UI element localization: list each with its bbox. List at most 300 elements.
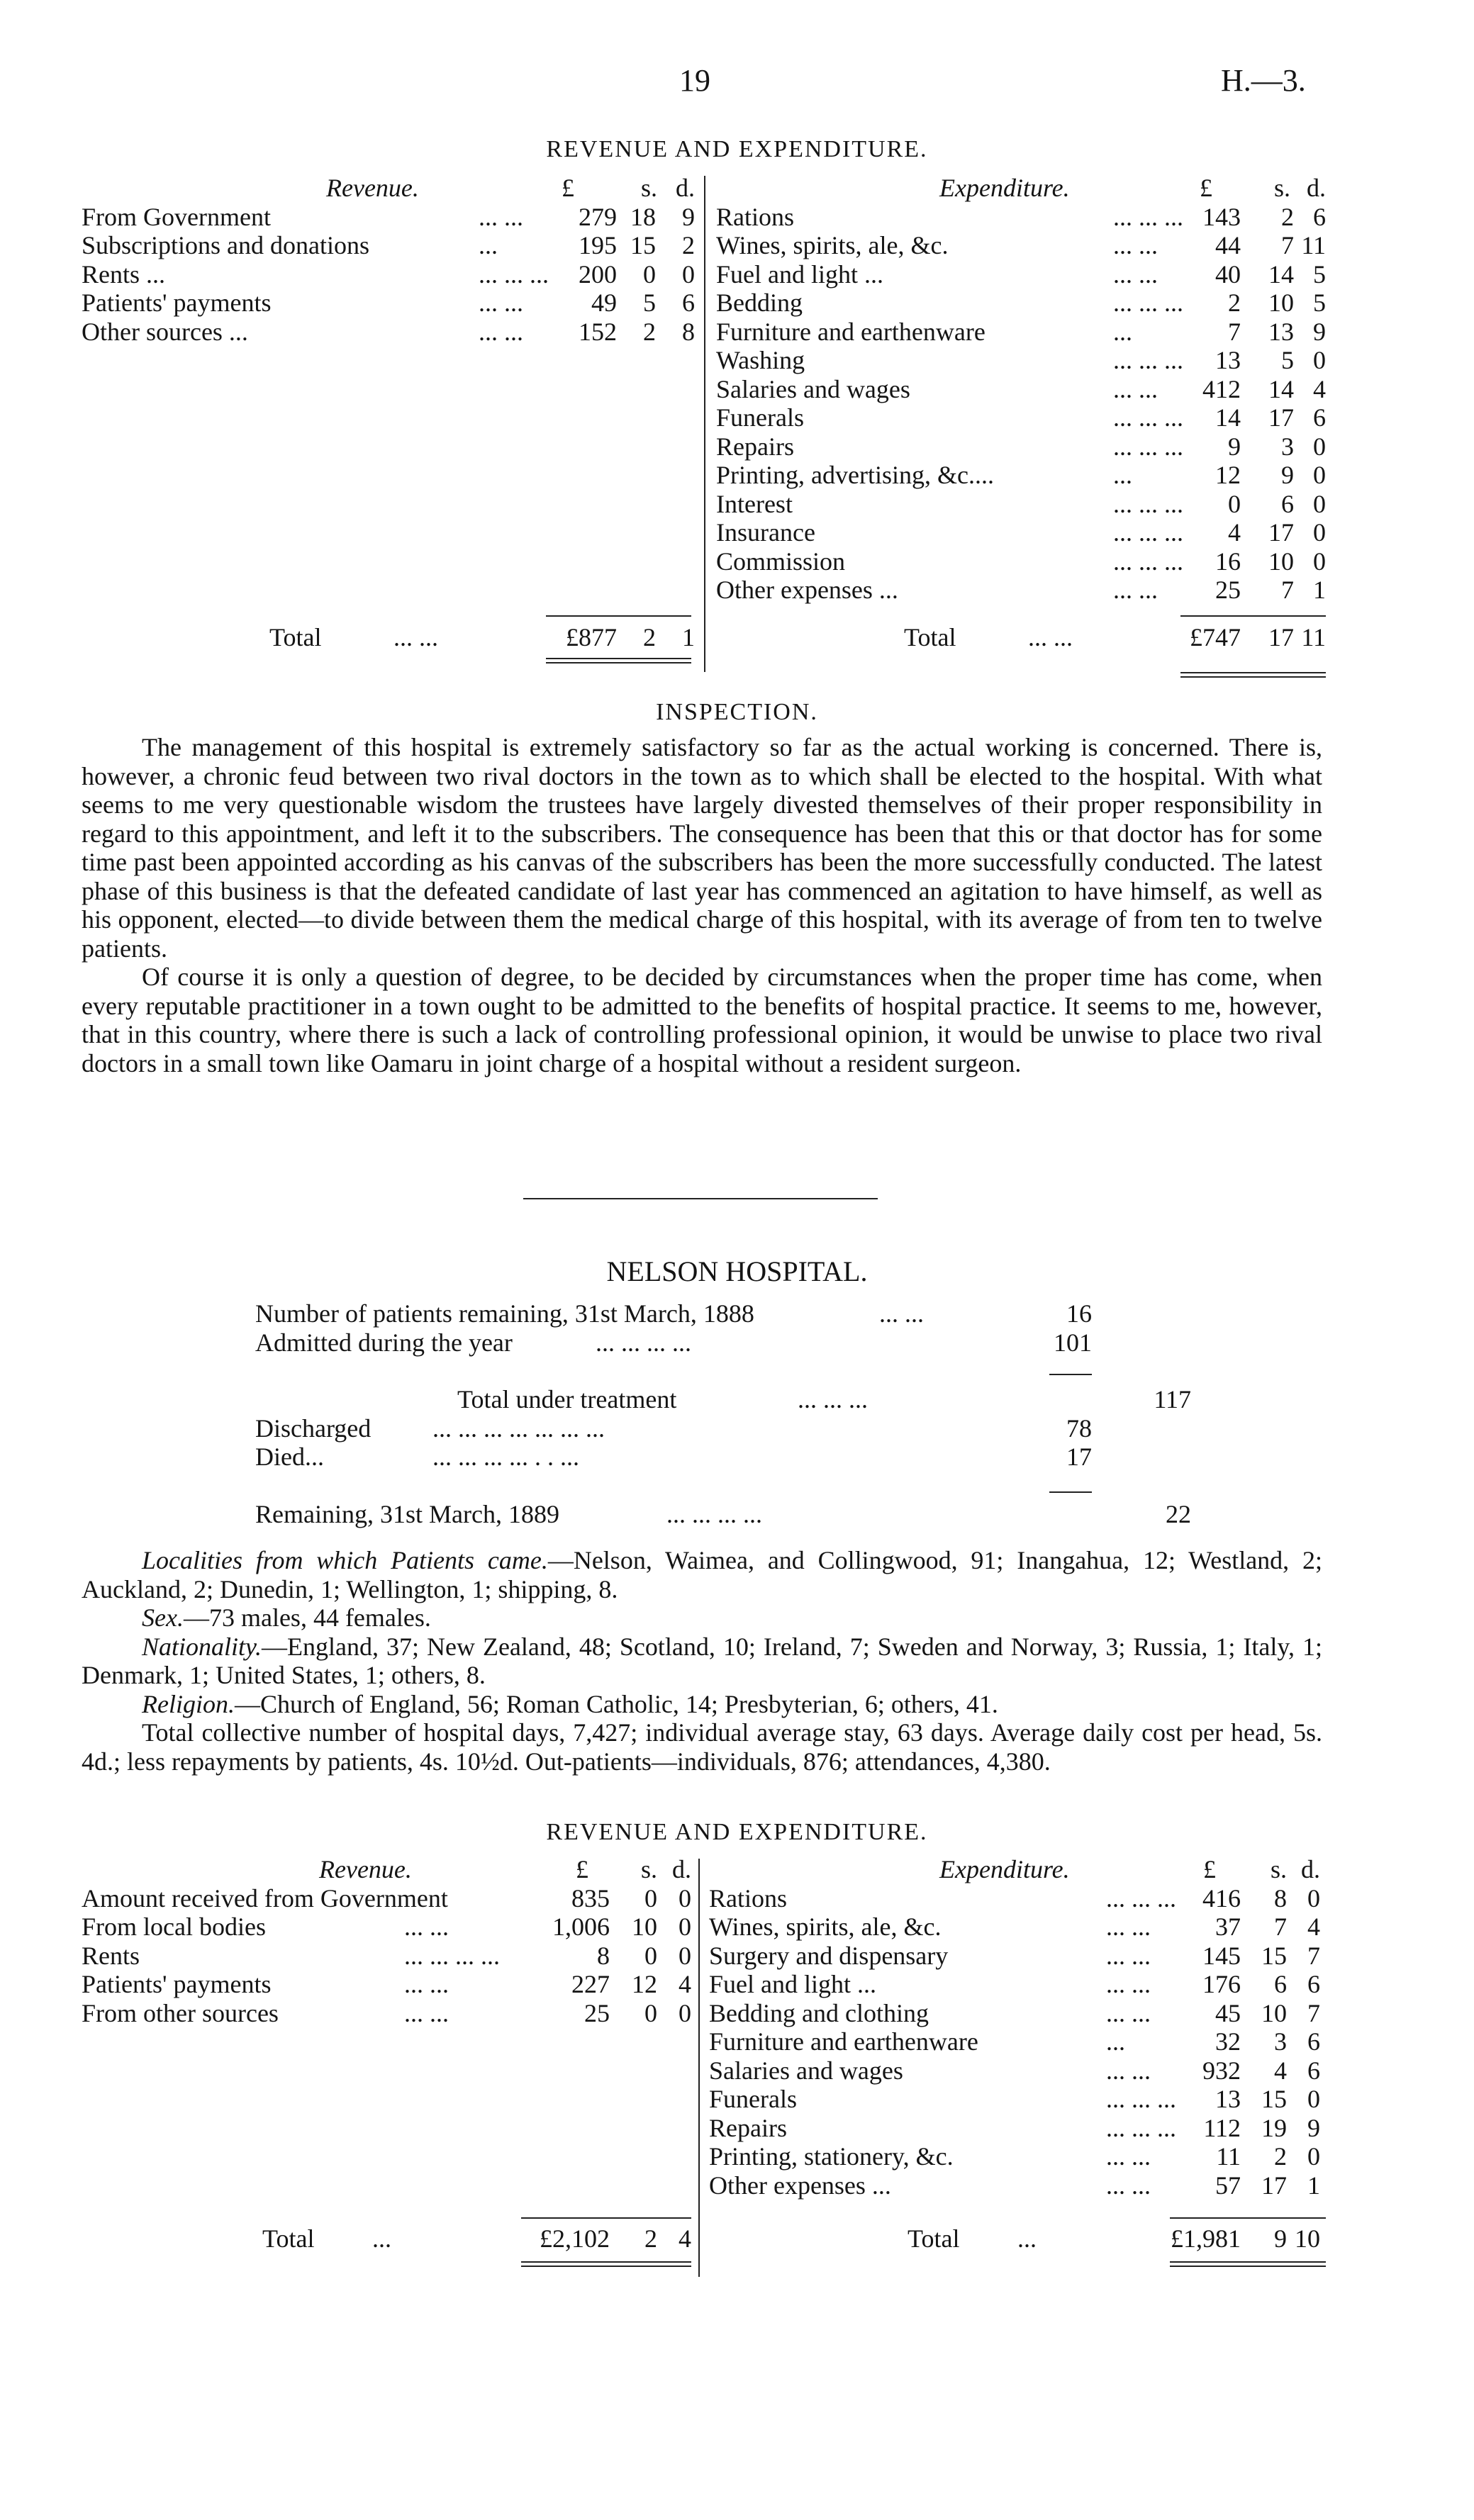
row-leader-dots: ... ... ... — [1106, 2113, 1176, 2142]
ledger-row — [716, 461, 1326, 490]
row-label: Patients' payments — [82, 289, 272, 317]
row-leader-dots: ... ... — [1113, 259, 1158, 289]
section2-revenue-total-row — [82, 2224, 698, 2253]
sum-rule — [1180, 615, 1326, 617]
row-label: Amount received from Government — [82, 1883, 448, 1913]
col-pounds: £ — [562, 174, 574, 202]
row-leader-dots: ... ... — [1106, 1941, 1151, 1970]
stats-value: 101 — [1054, 1328, 1092, 1357]
row-pounds: 195 — [579, 231, 617, 259]
ledger-row — [82, 289, 698, 318]
expenditure-header-row — [709, 1855, 1326, 1884]
section1-revenue-total-row — [82, 623, 698, 652]
row-leader-dots: ... ... — [404, 1913, 449, 1941]
stats-total: 22 — [1166, 1499, 1191, 1528]
row-leader-dots: ... ... — [1113, 231, 1158, 259]
stats-label: Died... — [255, 1443, 324, 1471]
row-pounds: 14 — [1215, 403, 1241, 432]
row-shillings: 17 — [1268, 403, 1294, 432]
total-rule-double — [546, 662, 691, 663]
row-shillings: 15 — [1261, 1941, 1287, 1970]
inspection-title: INSPECTION. — [656, 699, 818, 725]
row-leader-dots: ... ... ... — [1113, 547, 1183, 576]
row-leader-dots: ... ... — [404, 1998, 449, 2027]
row-label: Wines, spirits, ale, &c. — [716, 231, 949, 259]
col-pence: d. — [1301, 1855, 1320, 1883]
row-pounds: 4 — [1228, 518, 1241, 547]
row-pounds: 13 — [1215, 2085, 1241, 2113]
stats-value: 78 — [1066, 1413, 1092, 1443]
row-shillings: 2 — [643, 317, 656, 346]
row-pounds: 112 — [1203, 2113, 1241, 2142]
section2-title: REVENUE AND EXPENDITURE. — [546, 1819, 928, 1845]
col-pence: d. — [1307, 174, 1326, 202]
row-pence: 6 — [1313, 202, 1326, 231]
column-divider — [698, 1859, 700, 2277]
stats-label: Admitted during the year — [255, 1328, 513, 1357]
ledger-row — [82, 203, 698, 232]
row-shillings: 17 — [1268, 518, 1294, 547]
nelson-hospital-title: NELSON HOSPITAL. — [606, 1255, 868, 1287]
row-pence: 6 — [1307, 1970, 1320, 1998]
ledger-row — [82, 231, 698, 260]
row-label: Subscriptions and donations — [82, 231, 369, 259]
stats-row — [255, 1500, 1191, 1529]
row-label: Commission — [716, 547, 846, 576]
ledger-row — [716, 518, 1326, 547]
inspection-paragraph-2: Of course it is only a question of degree, to be decided by circumstances when the proper time has come, when every reputable practitioner in a town ought to be admitted to the benefits of hospital practice. It seems to me, however, that in this country, where there is such a lack of controlling professional opinion, it would be unwise to place two rival doctors in a small town like Oamaru in joint charge of a hospital without a resident surgeon. — [82, 963, 1322, 1077]
row-label: Rations — [716, 202, 795, 231]
row-pence: 0 — [1307, 2142, 1320, 2171]
ledger-row — [716, 346, 1326, 375]
ledger-row — [709, 1942, 1326, 1971]
row-label: Rents — [82, 1941, 140, 1970]
stats-row — [255, 1328, 1191, 1357]
row-shillings: 15 — [630, 231, 656, 259]
row-pence: 6 — [1313, 403, 1326, 432]
row-pence: 0 — [679, 1941, 691, 1970]
ledger-row — [82, 1942, 698, 1971]
row-pounds: 0 — [1228, 489, 1241, 518]
row-pounds: 44 — [1215, 231, 1241, 259]
total-pounds: £877 — [566, 623, 617, 651]
nationality-line — [82, 1633, 1322, 1690]
row-label: Washing — [716, 346, 805, 374]
row-leader-dots: ... ... ... — [1113, 432, 1183, 461]
row-pence: 0 — [682, 259, 695, 289]
row-leader-dots: ... ... — [1106, 2142, 1151, 2171]
ledger-row — [716, 432, 1326, 461]
row-pence: 0 — [1313, 432, 1326, 461]
row-pounds: 40 — [1215, 259, 1241, 289]
localities-line — [82, 1546, 1322, 1603]
row-label: Funerals — [709, 2085, 797, 2113]
row-pence: 1 — [1313, 576, 1326, 604]
ledger-row — [716, 576, 1326, 605]
stats-leader-dots: ... ... ... — [798, 1385, 868, 1413]
ledger-row — [716, 490, 1326, 519]
row-shillings: 9 — [1281, 461, 1294, 489]
row-shillings: 19 — [1261, 2113, 1287, 2142]
row-pence: 0 — [1313, 547, 1326, 576]
row-shillings: 5 — [1281, 346, 1294, 374]
row-label: Other sources ... — [82, 317, 248, 346]
row-pounds: 16 — [1215, 547, 1241, 576]
row-label: Funerals — [716, 403, 804, 432]
row-pounds: 45 — [1215, 1998, 1241, 2027]
total-rule-double — [521, 2266, 691, 2267]
row-pounds: 9 — [1228, 432, 1241, 461]
stats-label: Discharged — [255, 1413, 372, 1443]
total-dots: ... — [372, 2224, 391, 2253]
row-label: Printing, stationery, &c. — [709, 2142, 954, 2171]
row-label: Salaries and wages — [716, 374, 910, 403]
ledger-row — [82, 1884, 698, 1913]
row-label: Bedding — [716, 289, 803, 317]
ledger-row — [709, 2114, 1326, 2143]
section-separator — [523, 1198, 878, 1199]
row-leader-dots: ... ... ... ... — [404, 1941, 500, 1970]
sex-value: —73 males, 44 females. — [183, 1603, 431, 1632]
total-shillings: 17 — [1268, 623, 1294, 651]
row-pounds: 143 — [1202, 202, 1241, 231]
ledger-row — [82, 1970, 698, 1999]
row-pence: 0 — [1313, 489, 1326, 518]
row-shillings: 5 — [643, 289, 656, 317]
section1-revenue-table — [82, 174, 698, 346]
column-divider — [704, 176, 705, 672]
row-label: Furniture and earthenware — [709, 2027, 978, 2056]
row-shillings: 3 — [1274, 2027, 1287, 2056]
total-rule — [521, 2261, 691, 2263]
section2-revenue-table — [82, 1855, 698, 2027]
col-pence: d. — [672, 1855, 691, 1883]
col-pounds: £ — [1203, 1855, 1216, 1883]
row-leader-dots: ... ... ... — [1113, 489, 1183, 518]
page-number: 19 — [679, 63, 710, 98]
row-pence: 0 — [679, 1883, 691, 1913]
total-shillings: 9 — [1274, 2224, 1287, 2253]
section1-title: REVENUE AND EXPENDITURE. — [546, 136, 928, 162]
row-shillings: 7 — [1281, 231, 1294, 259]
row-leader-dots: ... ... — [479, 317, 523, 346]
row-label: Repairs — [716, 432, 794, 461]
stats-leader-dots: ... ... ... ... — [596, 1328, 691, 1357]
row-leader-dots: ... ... ... — [1113, 289, 1183, 317]
row-shillings: 7 — [1281, 576, 1294, 604]
row-leader-dots: ... ... ... — [1106, 1883, 1176, 1913]
row-pounds: 7 — [1228, 317, 1241, 346]
section2-expenditure-table — [709, 1855, 1326, 2200]
religion-line — [82, 1690, 1322, 1719]
revenue-heading: Revenue. — [319, 1855, 412, 1883]
row-leader-dots: ... — [1113, 461, 1132, 489]
row-pence: 4 — [1307, 1913, 1320, 1941]
religion-label: Religion. — [142, 1689, 235, 1718]
nationality-label: Nationality. — [142, 1632, 262, 1661]
ledger-row — [716, 203, 1326, 232]
stats-row — [255, 1385, 1191, 1414]
col-pounds: £ — [576, 1855, 588, 1883]
expenditure-heading: Expenditure. — [939, 174, 1070, 202]
ledger-row — [716, 289, 1326, 318]
row-leader-dots: ... ... — [1106, 1913, 1151, 1941]
total-label: Total — [269, 623, 322, 651]
row-pounds: 57 — [1215, 2171, 1241, 2200]
row-pounds: 32 — [1215, 2027, 1241, 2056]
sum-rule — [521, 2217, 691, 2219]
row-pounds: 13 — [1215, 346, 1241, 374]
inspection-paragraph-1: The management of this hospital is extremely satisfactory so far as the actual working is concerned. There is, however, a chronic feud between two rival doctors in the town as to which shall be elected to the hospital. With what seems to me very questionable wisdom the trustees have largely divested themselves of their proper responsibility in regard to this appointment, and left it to the subscribers. The consequence has been that this or that doctor has for some time past been appointed according as his canvas of the subscribers has been the more successfully conducted. The latest phase of this business is that the defeated candidate of last year has commenced an agitation to have himself, as well as his opponent, elected—to divide between them the medical charge of this hospital, with its average of from ten to twelve patients. — [82, 733, 1322, 963]
ledger-row — [709, 2142, 1326, 2171]
stats-leader-dots: ... ... ... ... ... ... ... — [432, 1413, 605, 1443]
row-leader-dots: ... — [479, 231, 498, 259]
row-leader-dots: ... ... — [479, 202, 523, 231]
row-label: Printing, advertising, &c.... — [716, 461, 994, 489]
ledger-row — [709, 2027, 1326, 2056]
row-pounds: 176 — [1202, 1970, 1241, 1998]
col-shillings: s. — [640, 174, 657, 202]
localities-label: Localities from which Patients came. — [142, 1546, 548, 1574]
row-shillings: 10 — [1268, 289, 1294, 317]
total-shillings: 2 — [643, 623, 656, 651]
inspection-text — [82, 733, 1322, 1077]
row-shillings: 0 — [644, 1883, 657, 1913]
row-pounds: 11 — [1216, 2142, 1241, 2171]
ledger-row — [82, 1913, 698, 1942]
col-shillings: s. — [1270, 1855, 1287, 1883]
nelson-stats-table — [255, 1299, 1191, 1528]
total-rule — [1180, 672, 1326, 673]
total-pounds: £1,981 — [1171, 2224, 1241, 2253]
row-pence: 0 — [679, 1998, 691, 2027]
row-label: Fuel and light ... — [716, 259, 883, 289]
ledger-row — [709, 2056, 1326, 2085]
revenue-header-row — [82, 174, 698, 203]
row-label: From Government — [82, 202, 271, 231]
total-pence: 1 — [682, 623, 695, 651]
row-label: Surgery and dispensary — [709, 1941, 949, 1970]
nationality-value: —England, 37; New Zealand, 48; Scotland, 10; Ireland, 7; Sweden and Norway, 3; Russia, 1; Italy, 1; Denmark, 1; United States, 1; others, 8. — [82, 1632, 1322, 1689]
stats-label: Number of patients remaining, 31st March, 1888 — [255, 1299, 754, 1328]
row-label: Other expenses ... — [709, 2171, 891, 2200]
ledger-row — [709, 1913, 1326, 1942]
row-pence: 8 — [682, 317, 695, 346]
row-leader-dots: ... ... — [1113, 374, 1158, 403]
hospital-days-line: Total collective number of hospital days, 7,427; individual average stay, 63 days. Average daily cost per head, 5s. 4d.; less repayments by patients, 4s. 10½d. Out-patients—individuals, 876; attendances, 4,380. — [82, 1718, 1322, 1776]
row-label: Patients' payments — [82, 1970, 272, 1998]
total-pence: 11 — [1301, 623, 1326, 651]
row-leader-dots: ... ... — [1106, 2171, 1151, 2200]
row-leader-dots: ... ... ... — [1113, 403, 1183, 432]
row-leader-dots: ... ... — [1106, 1970, 1151, 1998]
stats-label: Total under treatment — [457, 1385, 677, 1413]
row-shillings: 3 — [1281, 432, 1294, 461]
col-shillings: s. — [1273, 174, 1290, 202]
col-shillings: s. — [640, 1855, 657, 1883]
row-label: From local bodies — [82, 1913, 266, 1941]
row-shillings: 10 — [1261, 1998, 1287, 2027]
total-rule-double — [1170, 2266, 1326, 2267]
row-pence: 0 — [1313, 461, 1326, 489]
row-leader-dots: ... ... — [479, 289, 523, 317]
section1-expenditure-table — [716, 174, 1326, 605]
row-pounds: 1,006 — [552, 1913, 610, 1941]
row-shillings: 15 — [1261, 2085, 1287, 2113]
section2-expenditure-total-row — [709, 2224, 1326, 2253]
stats-label: Remaining, 31st March, 1889 — [255, 1499, 559, 1528]
row-pounds: 412 — [1202, 374, 1241, 403]
ledger-row — [82, 318, 698, 347]
row-shillings: 10 — [632, 1913, 657, 1941]
row-pence: 6 — [1307, 2027, 1320, 2056]
row-pence: 4 — [1313, 374, 1326, 403]
total-label: Total — [262, 2224, 315, 2253]
row-shillings: 14 — [1268, 374, 1294, 403]
row-pence: 0 — [1307, 2085, 1320, 2113]
row-pence: 6 — [682, 289, 695, 317]
total-dots: ... ... — [1028, 623, 1073, 651]
sex-label: Sex. — [142, 1603, 184, 1632]
row-pence: 7 — [1307, 1998, 1320, 2027]
row-pence: 9 — [1307, 2113, 1320, 2142]
stats-value: 17 — [1066, 1443, 1092, 1471]
expenditure-header-row — [716, 174, 1326, 203]
ledger-row — [716, 318, 1326, 347]
row-pounds: 145 — [1202, 1941, 1241, 1970]
subtotal-rule — [1049, 1374, 1092, 1375]
nelson-details — [82, 1546, 1322, 1776]
row-pence: 7 — [1307, 1941, 1320, 1970]
row-pounds: 835 — [571, 1883, 610, 1913]
row-pounds: 152 — [579, 317, 617, 346]
row-pence: 1 — [1307, 2171, 1320, 2200]
row-shillings: 6 — [1281, 489, 1294, 518]
row-pence: 5 — [1313, 289, 1326, 317]
row-pounds: 227 — [571, 1970, 610, 1998]
stats-row — [255, 1414, 1191, 1443]
row-leader-dots: ... ... ... — [1106, 2085, 1176, 2113]
total-pounds: £747 — [1190, 623, 1241, 651]
row-pence: 9 — [1313, 317, 1326, 346]
row-pounds: 25 — [1215, 576, 1241, 604]
row-shillings: 8 — [1274, 1883, 1287, 1913]
col-pounds: £ — [1200, 174, 1212, 202]
row-pounds: 8 — [597, 1941, 610, 1970]
row-shillings: 4 — [1274, 2056, 1287, 2085]
row-shillings: 2 — [1281, 202, 1294, 231]
sum-rule — [1170, 2217, 1326, 2219]
row-shillings: 0 — [644, 1941, 657, 1970]
row-label: Furniture and earthenware — [716, 317, 986, 346]
total-dots: ... — [1017, 2224, 1037, 2253]
row-label: From other sources — [82, 1998, 279, 2027]
stats-leader-dots: ... ... ... ... — [666, 1499, 762, 1528]
row-label: Insurance — [716, 518, 815, 547]
row-label: Other expenses ... — [716, 576, 898, 604]
sex-line — [82, 1603, 1322, 1633]
row-shillings: 14 — [1268, 259, 1294, 289]
sum-rule — [546, 615, 691, 617]
row-shillings: 13 — [1268, 317, 1294, 346]
row-pence: 6 — [1307, 2056, 1320, 2085]
row-label: Bedding and clothing — [709, 1998, 929, 2027]
row-shillings: 2 — [1274, 2142, 1287, 2171]
ledger-row — [716, 375, 1326, 404]
total-rule — [1170, 2261, 1326, 2263]
row-shillings: 0 — [644, 1998, 657, 2027]
row-pounds: 49 — [591, 289, 617, 317]
row-pence: 0 — [679, 1913, 691, 1941]
row-shillings: 7 — [1274, 1913, 1287, 1941]
row-pence: 2 — [682, 231, 695, 259]
row-leader-dots: ... ... — [1106, 1998, 1151, 2027]
row-pence: 5 — [1313, 259, 1326, 289]
row-leader-dots: ... — [1113, 317, 1132, 346]
revenue-header-row — [82, 1855, 698, 1884]
row-label: Interest — [716, 489, 793, 518]
row-leader-dots: ... ... ... — [1113, 518, 1183, 547]
row-shillings: 10 — [1268, 547, 1294, 576]
row-pence: 0 — [1313, 518, 1326, 547]
document-code: H.—3. — [1221, 63, 1306, 98]
row-pence: 11 — [1301, 231, 1326, 259]
ledger-row — [716, 231, 1326, 260]
row-leader-dots: ... ... ... — [1113, 202, 1183, 231]
ledger-row — [709, 1884, 1326, 1913]
section1-expenditure-total-row — [716, 623, 1326, 652]
ledger-row — [82, 260, 698, 289]
total-rule-double — [1180, 676, 1326, 678]
row-leader-dots: ... — [1106, 2027, 1125, 2056]
row-pounds: 37 — [1215, 1913, 1241, 1941]
row-shillings: 0 — [643, 259, 656, 289]
row-pounds: 932 — [1202, 2056, 1241, 2085]
row-pence: 0 — [1307, 1883, 1320, 1913]
row-label: Wines, spirits, ale, &c. — [709, 1913, 942, 1941]
row-leader-dots: ... ... — [1113, 576, 1158, 604]
ledger-row — [716, 260, 1326, 289]
row-pounds: 12 — [1215, 461, 1241, 489]
religion-value: —Church of England, 56; Roman Catholic, 14; Presbyterian, 6; others, 41. — [234, 1689, 998, 1718]
row-label: Rations — [709, 1883, 788, 1913]
row-leader-dots: ... ... ... — [1113, 346, 1183, 374]
ledger-row — [709, 1999, 1326, 2028]
row-shillings: 17 — [1261, 2171, 1287, 2200]
row-pounds: 2 — [1228, 289, 1241, 317]
stats-row — [255, 1299, 1191, 1328]
total-label: Total — [908, 2224, 960, 2253]
total-shillings: 2 — [644, 2224, 657, 2253]
row-pounds: 279 — [579, 202, 617, 231]
row-pounds: 25 — [584, 1998, 610, 2027]
total-dots: ... ... — [393, 623, 438, 651]
total-rule — [546, 658, 691, 659]
ledger-row — [716, 547, 1326, 576]
col-pence: d. — [676, 174, 695, 202]
revenue-heading: Revenue. — [326, 174, 419, 202]
row-pence: 4 — [679, 1970, 691, 1998]
ledger-row — [709, 2171, 1326, 2200]
stats-total: 117 — [1154, 1385, 1191, 1413]
row-shillings: 12 — [632, 1970, 657, 1998]
row-leader-dots: ... ... — [1106, 2056, 1151, 2085]
ledger-row — [709, 1970, 1326, 1999]
row-label: Salaries and wages — [709, 2056, 903, 2085]
expenditure-heading: Expenditure. — [939, 1855, 1070, 1883]
row-shillings: 18 — [630, 202, 656, 231]
row-leader-dots: ... ... — [404, 1970, 449, 1998]
